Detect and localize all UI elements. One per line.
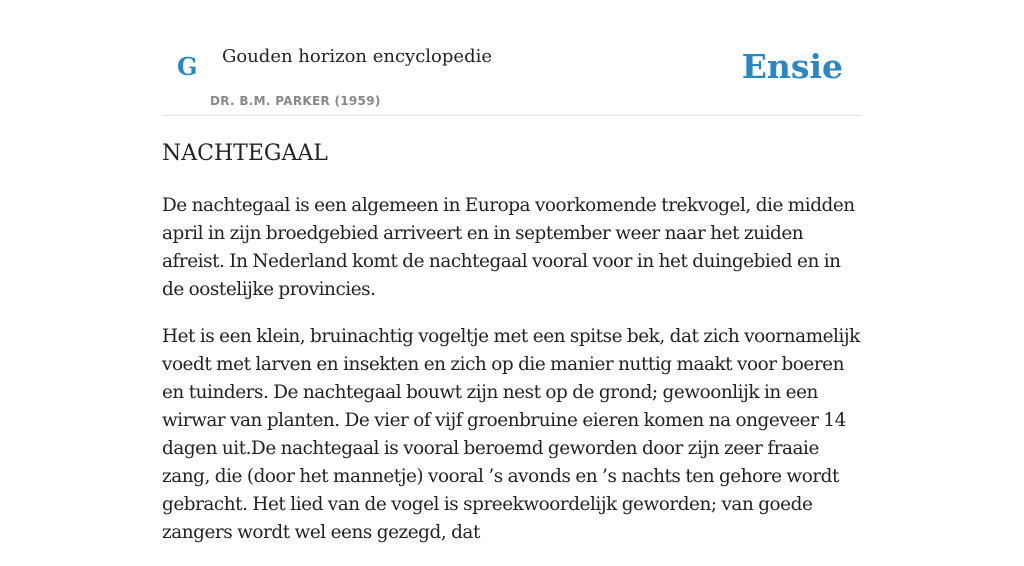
source-logo[interactable]: G xyxy=(177,52,198,81)
entry-body xyxy=(162,192,862,566)
entry-title: NACHTEGAAL xyxy=(162,141,328,166)
source-title[interactable]: Gouden horizon encyclopedie xyxy=(222,46,492,67)
paragraph: Het is een klein, bruinachtig vogeltje met een spitse bek, dat zich voornamelijk voedt met larven en insekten en zich op die manier nuttig maakt voor boeren en tuinders. De nachtegaal bouwt zijn nest op de grond; gewoonlijk in een wirwar van planten. De vier of vijf groenbruine eieren komen na ongeveer 14 dagen uit.De nachtegaal is vooral beroemd geworden door zijn zeer fraaie zang, die (door het mannetje) vooral ’s avonds en ’s nachts ten gehore wordt gebracht. Het lied van de vogel is spreekwoordelijk geworden; van goede zangers wordt wel eens gezegd, dat xyxy=(162,326,860,543)
source-author: DR. B.M. PARKER (1959) xyxy=(210,94,381,108)
brand-logo-link[interactable]: Ensie xyxy=(741,47,843,86)
page-container xyxy=(162,0,862,543)
source-header xyxy=(162,0,862,116)
paragraph: De nachtegaal is een algemeen in Europa voorkomende trekvogel, die midden april in zijn broedgebied arriveert en in september weer naar het zuiden afreist. In Nederland komt de nachtegaal vooral voor in het duingebied en in de oostelijke provincies. xyxy=(162,195,855,300)
